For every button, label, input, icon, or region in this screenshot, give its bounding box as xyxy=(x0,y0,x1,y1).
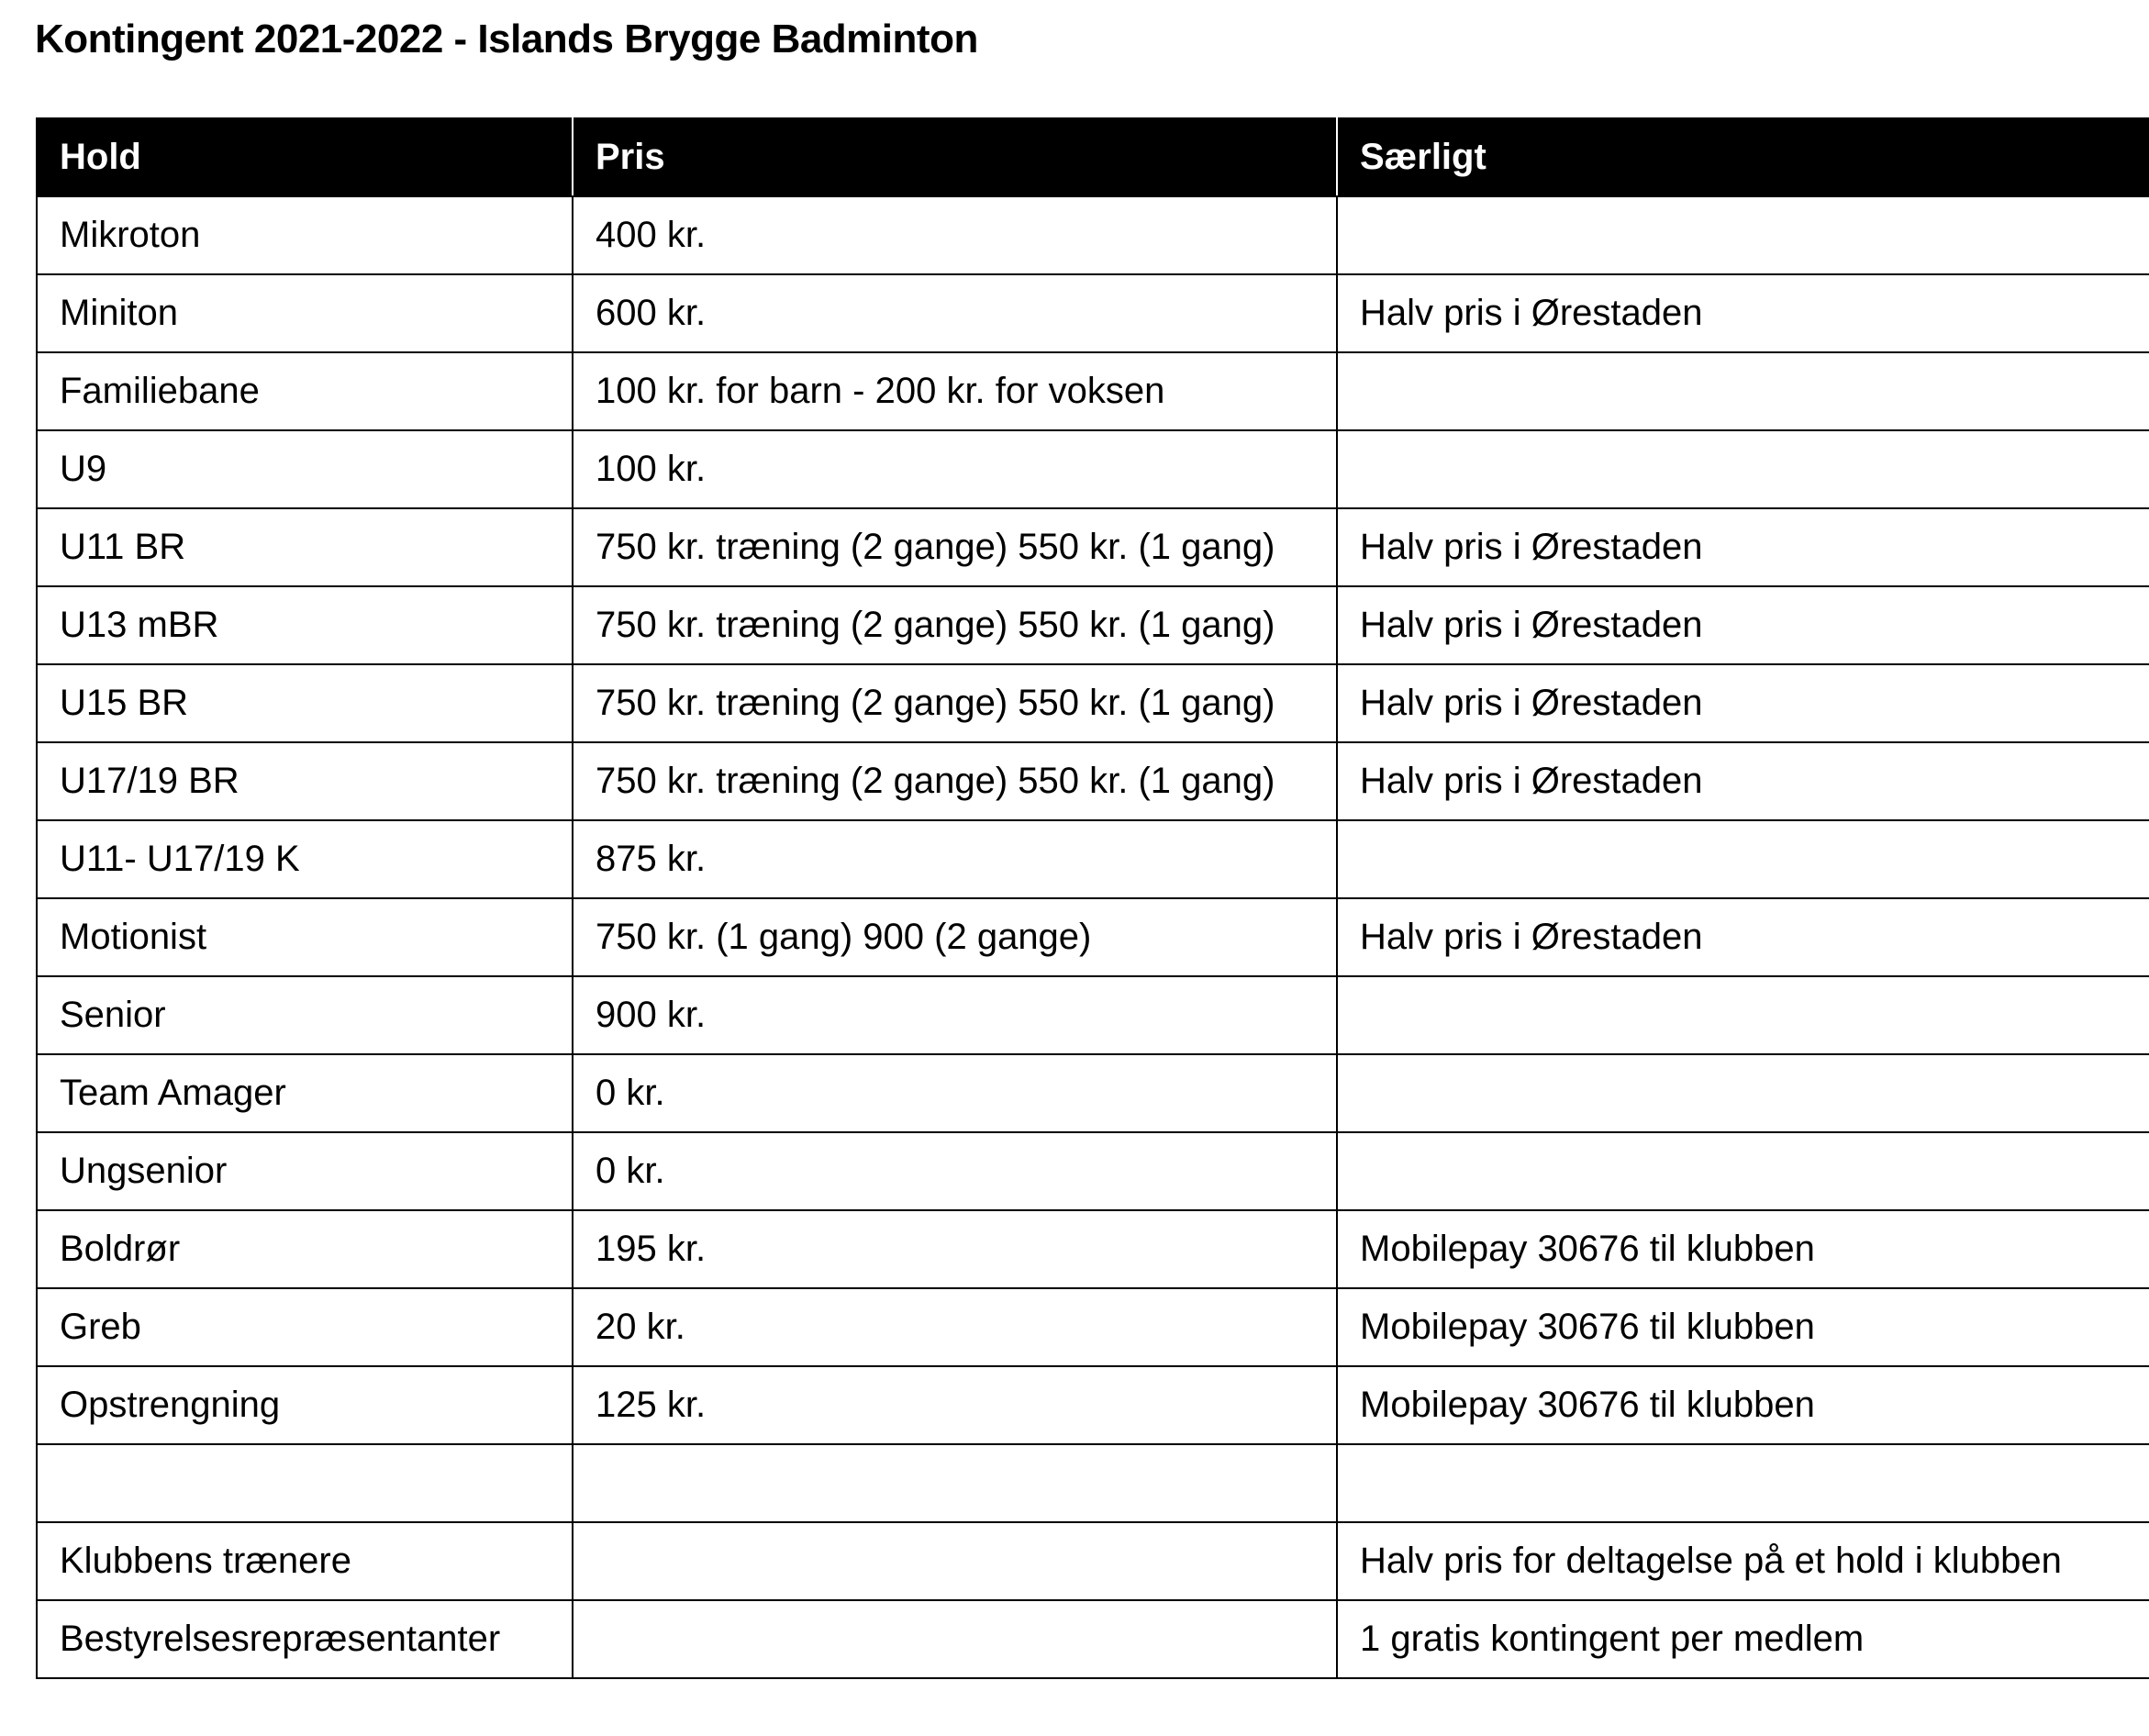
cell-pris xyxy=(573,1600,1337,1678)
cell-hold: Bestyrelsesrepræsentanter xyxy=(37,1600,573,1678)
cell-hold: U11 BR xyxy=(37,508,573,586)
cell-saerligt: Halv pris i Ørestaden xyxy=(1337,274,2149,352)
cell-pris: 600 kr. xyxy=(573,274,1337,352)
cell-saerligt xyxy=(1337,976,2149,1054)
cell-pris xyxy=(573,1444,1337,1522)
cell-pris: 875 kr. xyxy=(573,820,1337,898)
cell-saerligt: Halv pris i Ørestaden xyxy=(1337,898,2149,976)
table-row xyxy=(37,586,2149,664)
table-row-empty xyxy=(37,1444,2149,1522)
cell-pris: 100 kr. xyxy=(573,430,1337,508)
cell-hold: Mikroton xyxy=(37,196,573,274)
cell-hold: U13 mBR xyxy=(37,586,573,664)
cell-pris: 0 kr. xyxy=(573,1054,1337,1132)
cell-saerligt: Halv pris for deltagelse på et hold i klubben xyxy=(1337,1522,2149,1600)
table-row xyxy=(37,1522,2149,1600)
cell-hold: U15 BR xyxy=(37,664,573,742)
cell-hold: Motionist xyxy=(37,898,573,976)
cell-saerligt: Mobilepay 30676 til klubben xyxy=(1337,1288,2149,1366)
table-row xyxy=(37,664,2149,742)
table-row xyxy=(37,1366,2149,1444)
cell-saerligt: Halv pris i Ørestaden xyxy=(1337,664,2149,742)
cell-saerligt: Mobilepay 30676 til klubben xyxy=(1337,1366,2149,1444)
table-row xyxy=(37,1054,2149,1132)
cell-saerligt xyxy=(1337,196,2149,274)
cell-pris: 400 kr. xyxy=(573,196,1337,274)
cell-pris: 750 kr. træning (2 gange) 550 kr. (1 gang) xyxy=(573,508,1337,586)
table-row xyxy=(37,898,2149,976)
cell-pris: 0 kr. xyxy=(573,1132,1337,1210)
cell-saerligt xyxy=(1337,820,2149,898)
table-row xyxy=(37,430,2149,508)
table-row xyxy=(37,820,2149,898)
cell-saerligt xyxy=(1337,1132,2149,1210)
cell-hold: Miniton xyxy=(37,274,573,352)
cell-hold: Greb xyxy=(37,1288,573,1366)
cell-hold: Opstrengning xyxy=(37,1366,573,1444)
cell-hold: U11- U17/19 K xyxy=(37,820,573,898)
cell-saerligt xyxy=(1337,1054,2149,1132)
cell-pris: 100 kr. for barn - 200 kr. for voksen xyxy=(573,352,1337,430)
table-row xyxy=(37,742,2149,820)
cell-pris xyxy=(573,1522,1337,1600)
cell-hold: Team Amager xyxy=(37,1054,573,1132)
table-row xyxy=(37,508,2149,586)
table-row xyxy=(37,976,2149,1054)
cell-pris: 195 kr. xyxy=(573,1210,1337,1288)
cell-hold xyxy=(37,1444,573,1522)
table-row xyxy=(37,1132,2149,1210)
cell-pris: 125 kr. xyxy=(573,1366,1337,1444)
header-hold: Hold xyxy=(37,118,573,196)
cell-saerligt: Halv pris i Ørestaden xyxy=(1337,508,2149,586)
document-title: Kontingent 2021-2022 - Islands Brygge Badminton xyxy=(35,17,978,61)
cell-pris: 750 kr. træning (2 gange) 550 kr. (1 gang) xyxy=(573,586,1337,664)
table-row xyxy=(37,1600,2149,1678)
cell-hold: Familiebane xyxy=(37,352,573,430)
cell-pris: 900 kr. xyxy=(573,976,1337,1054)
cell-hold: Ungsenior xyxy=(37,1132,573,1210)
cell-hold: Senior xyxy=(37,976,573,1054)
cell-saerligt xyxy=(1337,1444,2149,1522)
cell-pris: 750 kr. (1 gang) 900 (2 gange) xyxy=(573,898,1337,976)
cell-pris: 20 kr. xyxy=(573,1288,1337,1366)
cell-saerligt: 1 gratis kontingent per medlem xyxy=(1337,1600,2149,1678)
table-row xyxy=(37,1210,2149,1288)
cell-saerligt: Mobilepay 30676 til klubben xyxy=(1337,1210,2149,1288)
cell-pris: 750 kr. træning (2 gange) 550 kr. (1 gang) xyxy=(573,664,1337,742)
table-row xyxy=(37,1288,2149,1366)
table-row xyxy=(37,196,2149,274)
table-row xyxy=(37,274,2149,352)
cell-hold: Boldrør xyxy=(37,1210,573,1288)
cell-saerligt: Halv pris i Ørestaden xyxy=(1337,586,2149,664)
cell-saerligt xyxy=(1337,430,2149,508)
table-header-row xyxy=(37,118,2149,196)
header-pris: Pris xyxy=(573,118,1337,196)
cell-hold: U9 xyxy=(37,430,573,508)
fee-table xyxy=(36,117,2149,1679)
cell-hold: U17/19 BR xyxy=(37,742,573,820)
cell-saerligt xyxy=(1337,352,2149,430)
cell-saerligt: Halv pris i Ørestaden xyxy=(1337,742,2149,820)
header-saerligt: Særligt xyxy=(1337,118,2149,196)
table-row xyxy=(37,352,2149,430)
cell-hold: Klubbens trænere xyxy=(37,1522,573,1600)
cell-pris: 750 kr. træning (2 gange) 550 kr. (1 gang) xyxy=(573,742,1337,820)
